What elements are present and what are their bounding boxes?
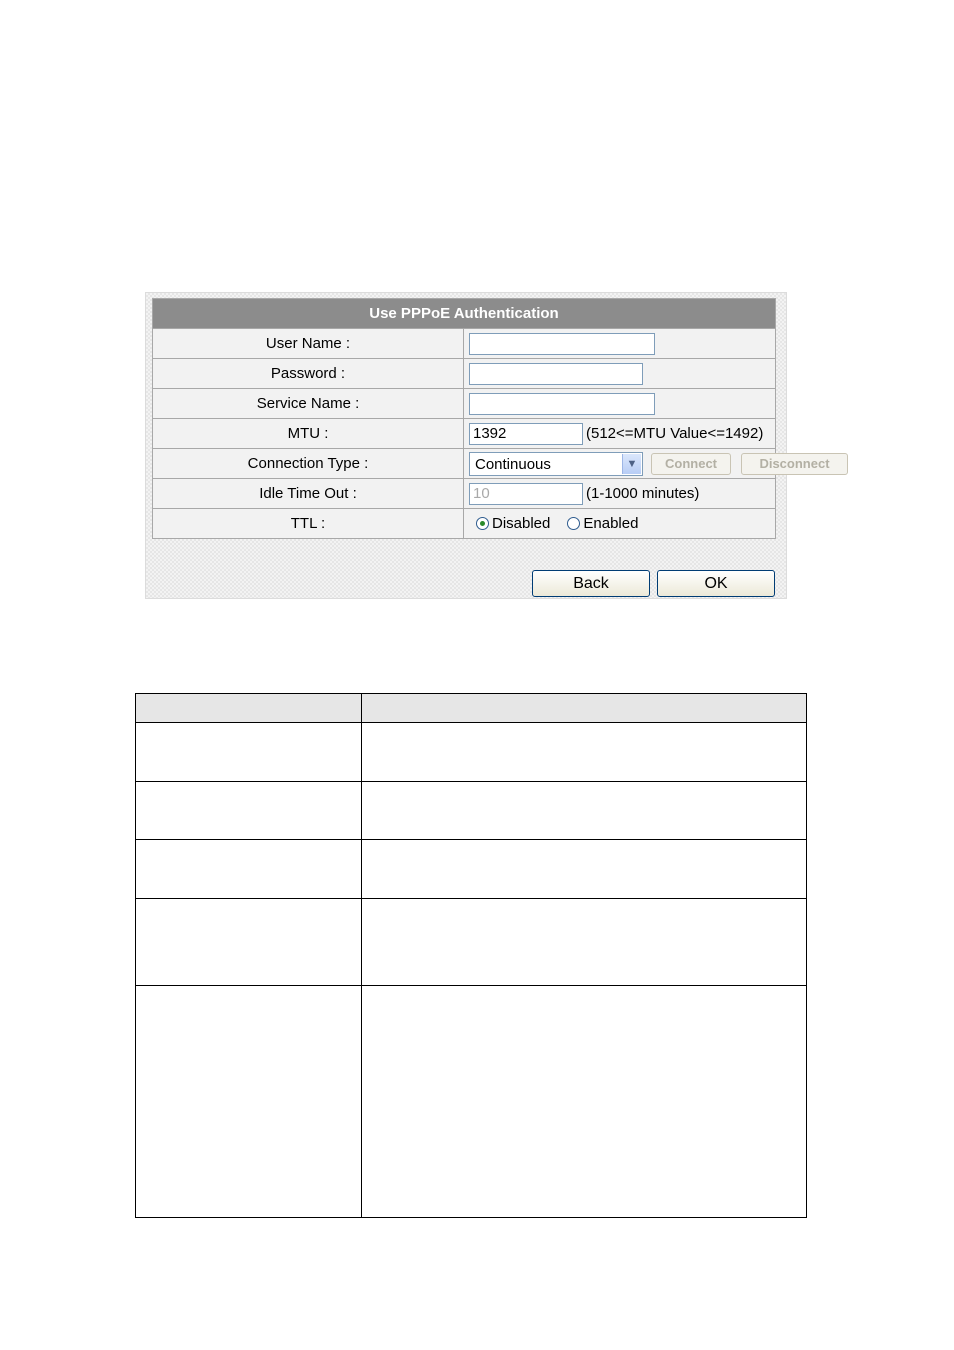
mtu-hint: (512<=MTU Value<=1492): [586, 425, 764, 442]
ttl-disabled-label: Disabled: [492, 515, 551, 533]
connect-button[interactable]: Connect: [651, 453, 731, 475]
service-name-input[interactable]: [469, 393, 655, 415]
ttl-enabled-label: Enabled: [583, 515, 639, 533]
table-cell: [136, 840, 362, 899]
disconnect-button[interactable]: Disconnect: [741, 453, 848, 475]
idle-time-out-input[interactable]: [469, 483, 583, 505]
description-table: [135, 693, 807, 1218]
password-input[interactable]: [469, 363, 643, 385]
table-cell: [362, 840, 807, 899]
service-name-label: Service Name :: [153, 389, 464, 419]
header-cell-item: [136, 694, 362, 723]
table-row: [136, 899, 807, 986]
idle-time-out-label: Idle Time Out :: [153, 479, 464, 509]
mtu-input[interactable]: [469, 423, 583, 445]
table-cell: [136, 899, 362, 986]
table-cell: [362, 782, 807, 840]
table-cell: [362, 723, 807, 782]
ttl-enabled-radio[interactable]: [567, 517, 580, 530]
row-service-name: [153, 389, 775, 419]
table-cell: [362, 899, 807, 986]
row-idle-time-out: [153, 479, 775, 509]
row-connection-type: [153, 449, 775, 479]
password-label: Password :: [153, 359, 464, 389]
table-row: [136, 723, 807, 782]
connection-type-value: Continuous: [475, 455, 551, 473]
table-row: [136, 782, 807, 840]
description-table-header: [136, 694, 807, 723]
header-cell-description: [362, 694, 807, 723]
idle-time-out-hint: (1-1000 minutes): [586, 485, 700, 502]
ttl-label: TTL :: [153, 509, 464, 538]
ttl-disabled-radio[interactable]: [476, 517, 489, 530]
pppoe-settings-table: [152, 298, 830, 539]
row-mtu: [153, 419, 775, 449]
table-cell: [136, 782, 362, 840]
chevron-down-icon[interactable]: ▼: [622, 454, 641, 474]
table-cell: [136, 723, 362, 782]
row-user-name: [153, 329, 775, 359]
user-name-input[interactable]: [469, 333, 655, 355]
table-cell: [136, 986, 362, 1218]
row-ttl: [153, 509, 775, 538]
pppoe-table-title: Use PPPoE Authentication: [153, 299, 775, 329]
mtu-label: MTU :: [153, 419, 464, 449]
ok-button[interactable]: OK: [657, 570, 775, 597]
table-row: [136, 986, 807, 1218]
row-password: [153, 359, 775, 389]
user-name-label: User Name :: [153, 329, 464, 359]
table-cell: [362, 986, 807, 1218]
back-button[interactable]: Back: [532, 570, 650, 597]
connection-type-label: Connection Type :: [153, 449, 464, 479]
table-row: [136, 840, 807, 899]
connection-type-select[interactable]: [469, 452, 643, 476]
